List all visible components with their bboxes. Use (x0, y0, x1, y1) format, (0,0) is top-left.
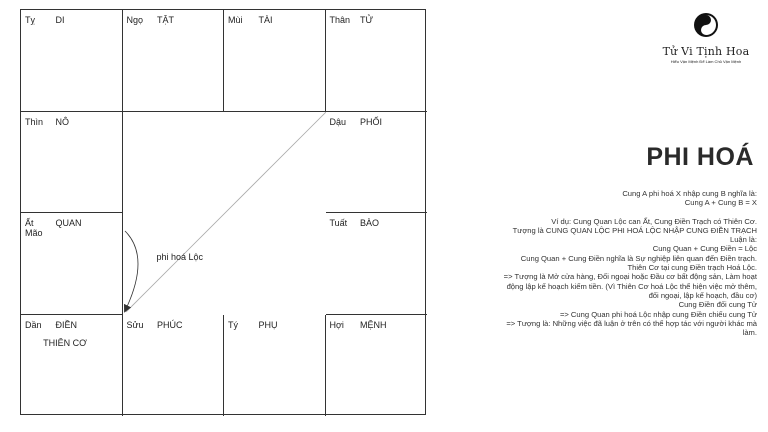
branch-label: Dậu (329, 116, 347, 127)
palace-cell-thin (21, 112, 123, 214)
palace-label: DI (55, 15, 65, 25)
palace-cell-ty-rat (224, 315, 326, 417)
branch-label: Dần (25, 319, 42, 330)
branch-label: Sửu (126, 319, 144, 330)
desc-line: Cung A phi hoá X nhập cung B nghĩa là: (622, 189, 757, 198)
desc-line: Thiên Cơ tại cung Điền trạch Hoá Lộc. (627, 263, 757, 273)
palace-label: QUAN (55, 218, 82, 228)
palace-cell-dan (21, 315, 123, 417)
branch-label: Tỵ (25, 15, 35, 25)
desc-line: Ví dụ: Cung Quan Lộc can Ất, Cung Điền Trạch có Thiên Cơ. (551, 216, 757, 226)
chart-center (123, 112, 326, 315)
palace-label: MỆNH (360, 319, 387, 330)
palace-label: BÀO (360, 218, 380, 228)
palace-cell-ngo (123, 10, 225, 112)
horoscope-chart (20, 9, 426, 415)
arrows-svg (123, 112, 326, 315)
desc-line: Cung Quan + Cung Điền nghĩa là Sự nghiệp liên quan đến Điền trạch. (520, 253, 757, 263)
desc-line: Luận là: (729, 235, 757, 245)
phi-hoa-arrow (125, 231, 138, 311)
brand-name: Tử Vi Tịnh Hoa (662, 45, 750, 58)
description (500, 189, 757, 337)
star-label: THIÊN CƠ (43, 337, 87, 348)
desc-line: => Cung Quan phi hoá Lộc nhập cung Điền chiếu cung Tử (559, 309, 757, 319)
branch-label: Mùi (228, 15, 243, 25)
chieu-line (126, 112, 326, 312)
palace-label: TÀI (258, 15, 273, 25)
desc-line: Tượng là CUNG QUAN LỘC PHI HOÁ LỘC NHẬP CUNG ĐIỀN TRẠCH (512, 225, 757, 235)
brand-logo (660, 12, 752, 64)
palace-cell-ty (21, 10, 123, 112)
desc-line: Cung Điền đối cung Tử (678, 300, 757, 310)
desc-line: => Tượng là: Những việc đã luận ở trên có thể hợp tác với người khác mà làm. (506, 318, 757, 338)
arrow-label: phi hoá Lộc (156, 251, 204, 262)
branch-label: Thìn (25, 116, 44, 127)
brand-tagline: Hiểu Vận Mệnh Để Làm Chủ Vận Mệnh (670, 59, 742, 64)
desc-line: Cung A + Cung B = X (684, 198, 757, 208)
desc-line: => Tượng là Mở cửa hàng, Đối ngoại hoặc Đầu cơ bất động sản, Làm hoạt động lập kế hoạch kiếm tiền. (Vì Thiên Cơ hoá Lộc thể hiện việc mở thêm, đối ngoại, lập kế hoạch, đầu cơ) (503, 272, 757, 300)
branch-label: Ngọ (126, 15, 144, 25)
branch-label: Ất Mão (25, 218, 43, 238)
palace-label: TỬ (360, 15, 374, 25)
palace-label: PHỐI (360, 116, 383, 127)
page-title: PHI HOÁ (646, 143, 754, 171)
branch-label: Hợi (329, 319, 344, 330)
palace-cell-tuat (326, 213, 428, 315)
palace-cell-than (326, 10, 428, 112)
palace-label: ĐIỀN (55, 319, 78, 330)
palace-cell-suu (123, 315, 225, 417)
palace-label: PHÚC (157, 319, 183, 330)
palace-cell-mao (21, 213, 123, 315)
branch-label: Thân (329, 15, 351, 25)
palace-label: TẬT (157, 15, 175, 25)
branch-label: Tuất (329, 218, 348, 228)
palace-cell-hoi (326, 315, 428, 417)
palace-cell-mui (224, 10, 326, 112)
palace-label: PHỤ (258, 319, 278, 330)
branch-label: Tý (228, 319, 238, 330)
desc-line: Cung Quan + Cung Điền = Lộc (652, 244, 757, 254)
palace-label: NÔ (55, 116, 70, 127)
yin-yang-logo-icon (693, 12, 719, 38)
palace-cell-dau (326, 112, 428, 214)
